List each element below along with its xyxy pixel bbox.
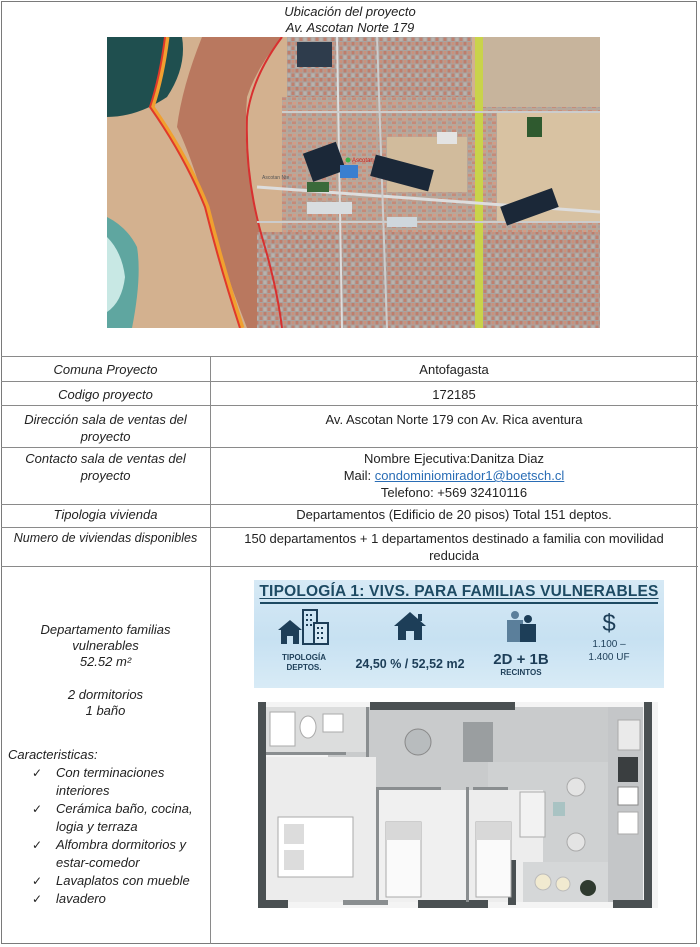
unit-summary [2, 622, 209, 719]
map-marker-icon [346, 158, 351, 163]
features-title: Caracteristicas: [8, 747, 98, 762]
banner-item-area: 24,50 % / 52,52 m2 [350, 610, 470, 671]
unit-bathrooms: 1 baño [85, 703, 126, 718]
banner-title: TIPOLOGÍA 1: VIVS. PARA FAMILIAS VULNERABLES [259, 583, 659, 600]
plan-plant-icon [580, 880, 596, 896]
row-label-numero: Numero de viviendas disponibles [13, 531, 198, 545]
map-project-highlight [340, 165, 358, 178]
unit-features [8, 746, 208, 908]
row-divider [1, 527, 698, 528]
check-icon: ✓ [32, 766, 43, 780]
map-avenue [475, 37, 483, 328]
banner-item-price: $ 1.100 – 1.400 UF [579, 610, 639, 664]
typology-banner [254, 580, 664, 688]
plan-fridge [618, 757, 638, 782]
row-label-direccion: Dirección sala de ventas del proyecto [24, 412, 187, 444]
unit-name-line1: Departamento familias [40, 622, 171, 637]
check-icon: ✓ [32, 838, 43, 852]
contact-phone: Telefono: +569 32410116 [380, 485, 528, 500]
unit-name-line2: vulnerables [72, 638, 139, 653]
house-icon [392, 610, 428, 642]
feature-item: ✓ Alfombra dormitorios y estar-comedor [32, 837, 187, 870]
dollar-icon: $ [602, 610, 616, 637]
row-value-contacto [212, 450, 696, 501]
plan-toilet [300, 716, 316, 738]
row-value-tipologia: Departamentos (Edificio de 20 pisos) Total 151 deptos. [296, 507, 612, 522]
check-icon: ✓ [32, 802, 43, 816]
row-divider [1, 381, 698, 382]
unit-area: 52.52 m² [79, 654, 132, 669]
floor-plan [258, 702, 658, 908]
row-divider [1, 504, 698, 505]
row-divider [1, 447, 698, 448]
row-label-contacto: Contacto sala de ventas del proyecto [25, 451, 186, 483]
column-divider [210, 356, 211, 944]
feature-item: ✓ Cerámica baño, cocina, logia y terraza [32, 801, 193, 834]
row-value-codigo: 172185 [432, 387, 476, 402]
buildings-icon [276, 608, 332, 648]
row-value-comuna: Antofagasta [419, 362, 489, 377]
plan-stove [618, 787, 638, 805]
contact-mail-line [212, 467, 696, 484]
plan-bathtub [270, 712, 295, 746]
plan-dining-table [463, 722, 493, 762]
banner-underline [260, 602, 658, 604]
plan-kitchen-sink [618, 812, 638, 834]
feature-item: ✓ lavadero [32, 891, 106, 906]
svg-text:Ascotan Nte: Ascotan Nte [262, 175, 290, 181]
row-divider [1, 405, 698, 406]
location-map [107, 37, 600, 328]
contact-mail-prefix: Mail: [343, 468, 375, 483]
row-value-numero: 150 departamentos + 1 departamentos destinado a familia con movilidad reducida [244, 531, 664, 563]
check-icon: ✓ [32, 874, 43, 888]
features-list [8, 764, 208, 908]
row-value-direccion: Av. Ascotan Norte 179 con Av. Rica aventura [325, 412, 583, 427]
feature-item: ✓ Lavaplatos con mueble [32, 873, 190, 888]
plan-round-table [405, 729, 431, 755]
plan-sofa [520, 792, 545, 837]
plan-sink [323, 714, 343, 732]
banner-item-typology: TIPOLOGÍA DEPTOS. [274, 608, 334, 673]
row-divider [1, 566, 698, 567]
map-marker-label: Ascotan [352, 158, 374, 164]
check-icon: ✓ [32, 892, 43, 906]
table-top-border [1, 356, 698, 357]
row-label-comuna: Comuna Proyecto [53, 362, 158, 377]
contact-mail-link[interactable]: condominiomirador1@boetsch.cl [374, 468, 565, 483]
row-label-codigo: Codigo proyecto [58, 387, 153, 402]
row-label-tipologia: Tipologia vivienda [53, 507, 158, 522]
location-header [0, 4, 700, 36]
feature-item: ✓ Con terminaciones interiores [32, 765, 165, 798]
people-icon [504, 610, 538, 642]
contact-executive: Nombre Ejecutiva:Danitza Diaz [364, 451, 544, 466]
location-address: Av. Ascotan Norte 179 [285, 20, 415, 35]
unit-bedrooms: 2 dormitorios [67, 687, 144, 702]
banner-item-rooms: 2D + 1B RECINTOS [486, 610, 556, 678]
location-title: Ubicación del proyecto [284, 4, 416, 19]
